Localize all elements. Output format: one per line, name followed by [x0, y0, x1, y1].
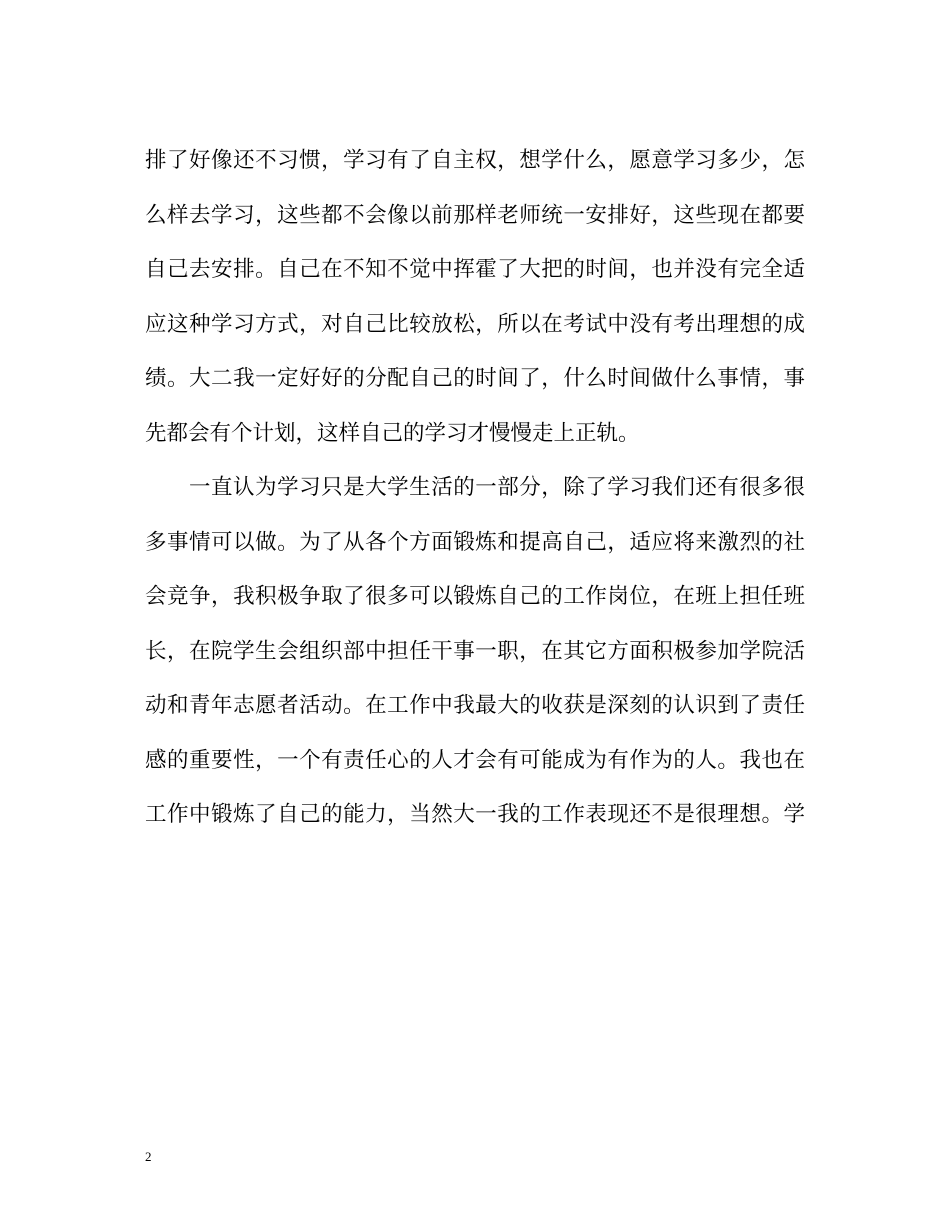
text-line: 一直认为学习只是大学生活的一部分，除了学习我们还有很多很 [189, 475, 805, 500]
page-number: 2 [145, 1149, 152, 1164]
text-line: 长，在院学生会组织部中担任干事一职，在其它方面积极参加学院活 [145, 638, 805, 664]
text-line: 先都会有个计划，这样自己的学习才慢慢走上正轨。 [145, 420, 640, 446]
text-line: 工作中锻炼了自己的能力，当然大一我的工作表现还不是很理想。学 [145, 802, 805, 827]
text-line: 绩。大二我一定好好的分配自己的时间了，什么时间做什么事情，事 [145, 366, 805, 391]
text-line: 自己去安排。自己在不知不觉中挥霍了大把的时间，也并没有完全适 [145, 257, 805, 282]
text-line: 应这种学习方式，对自己比较放松，所以在考试中没有考出理想的成 [145, 311, 805, 337]
document-body [145, 140, 805, 849]
text-line: 么样去学习，这些都不会像以前那样老师统一安排好，这些现在都要 [145, 202, 805, 228]
text-line: 排了好像还不习惯，学习有了自主权，想学什么，愿意学习多少，怎 [145, 148, 805, 173]
text-line: 动和青年志愿者活动。在工作中我最大的收获是深刻的认识到了责任 [145, 693, 805, 718]
text-line: 多事情可以做。为了从各个方面锻炼和提高自己，适应将来激烈的社 [145, 529, 805, 555]
text-line: 感的重要性，一个有责任心的人才会有可能成为有作为的人。我也在 [145, 747, 805, 773]
text-line: 会竞争，我积极争取了很多可以锻炼自己的工作岗位，在班上担任班 [145, 584, 805, 609]
